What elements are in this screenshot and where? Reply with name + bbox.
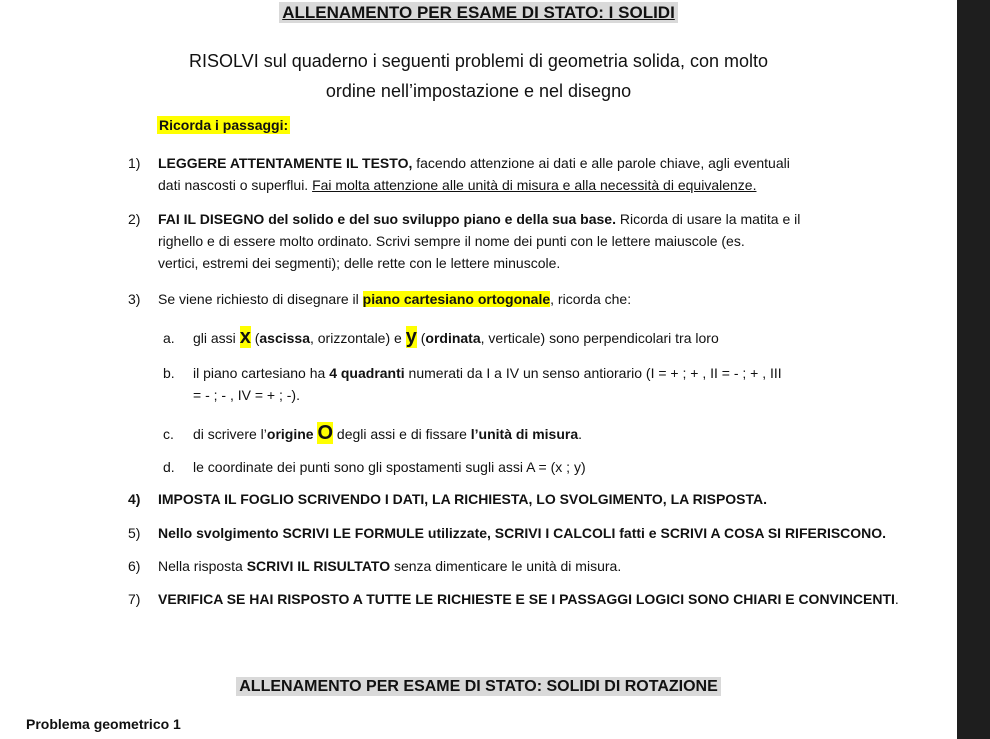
axis-x-highlight: x — [239, 326, 251, 348]
step-5-number: 5) — [128, 525, 141, 541]
step-3c-letter: c. — [163, 426, 174, 442]
step-2-number: 2) — [128, 211, 141, 227]
step-3-number: 3) — [128, 291, 141, 307]
intro-line-1: RISOLVI sul quaderno i seguenti problemi di geometria solida, con molto — [189, 51, 768, 71]
intro-text — [0, 46, 957, 106]
step-3a: gli assi x (ascissa, orizzontale) e y (ordinata, verticale) sono perpendicolari tra loro — [193, 326, 719, 348]
step-3b: il piano cartesiano ha 4 quadranti numerati da I a IV un senso antiorario (I = + ; + , II = - ; + , III = - ; - , IV = + ; -). — [193, 365, 782, 403]
step-2: FAI IL DISEGNO del solido e del suo sviluppo piano e della sua base. Ricorda di usare la matita e il righello e di essere molto ordinato. Scrivi sempre il nome dei punti con le lettere maiuscole (es. vertici, estremi dei segmenti); delle rette con le lettere minuscole. — [158, 211, 801, 271]
step-3a-letter: a. — [163, 330, 175, 346]
problem-heading: Problema geometrico 1 — [26, 716, 181, 732]
step-4: IMPOSTA IL FOGLIO SCRIVENDO I DATI, LA RICHIESTA, LO SVOLGIMENTO, LA RISPOSTA. — [158, 491, 768, 507]
step-5: Nello svolgimento SCRIVI LE FORMULE utilizzate, SCRIVI I CALCOLI fatti e SCRIVI A COSA SI RIFERISCONO. — [158, 525, 887, 541]
step-1: LEGGERE ATTENTAMENTE IL TESTO, facendo attenzione ai dati e alle parole chiave, agli eventuali dati nascosti o superflui. Fai molta attenzione alle unità di misura e alla necessità di equivalenze. — [158, 155, 790, 193]
step-6: Nella risposta SCRIVI IL RISULTATO senza dimenticare le unità di misura. — [158, 558, 622, 574]
step-6-number: 6) — [128, 558, 141, 574]
step-4-number: 4) — [128, 491, 141, 507]
step-1-number: 1) — [128, 155, 141, 171]
step-3b-letter: b. — [163, 365, 175, 381]
highlight-piano-cartesiano: piano cartesiano ortogonale — [362, 291, 551, 307]
step-7: VERIFICA SE HAI RISPOSTO A TUTTE LE RICHIESTE E SE I PASSAGGI LOGICI SONO CHIARI E CONVINCENTI. — [158, 591, 899, 607]
step-3: Se viene richiesto di disegnare il piano cartesiano ortogonale, ricorda che: — [158, 291, 632, 307]
origin-o-highlight: O — [317, 422, 334, 444]
intro-line-2: ordine nell’impostazione e nel disegno — [325, 81, 632, 101]
step-3d: le coordinate dei punti sono gli spostamenti sugli assi A = (x ; y) — [193, 459, 586, 475]
step-3c: di scrivere l’origine O degli assi e di fissare l’unità di misura. — [193, 422, 583, 444]
step-7-number: 7) — [128, 591, 141, 607]
page-title: ALLENAMENTO PER ESAME DI STATO: I SOLIDI — [0, 3, 957, 23]
remember-heading: Ricorda i passaggi: — [159, 117, 289, 133]
right-edge-bar — [957, 0, 990, 739]
axis-y-highlight: y — [405, 326, 417, 348]
section-title-rotazione: ALLENAMENTO PER ESAME DI STATO: SOLIDI DI ROTAZIONE — [0, 678, 957, 696]
step-3d-letter: d. — [163, 459, 175, 475]
